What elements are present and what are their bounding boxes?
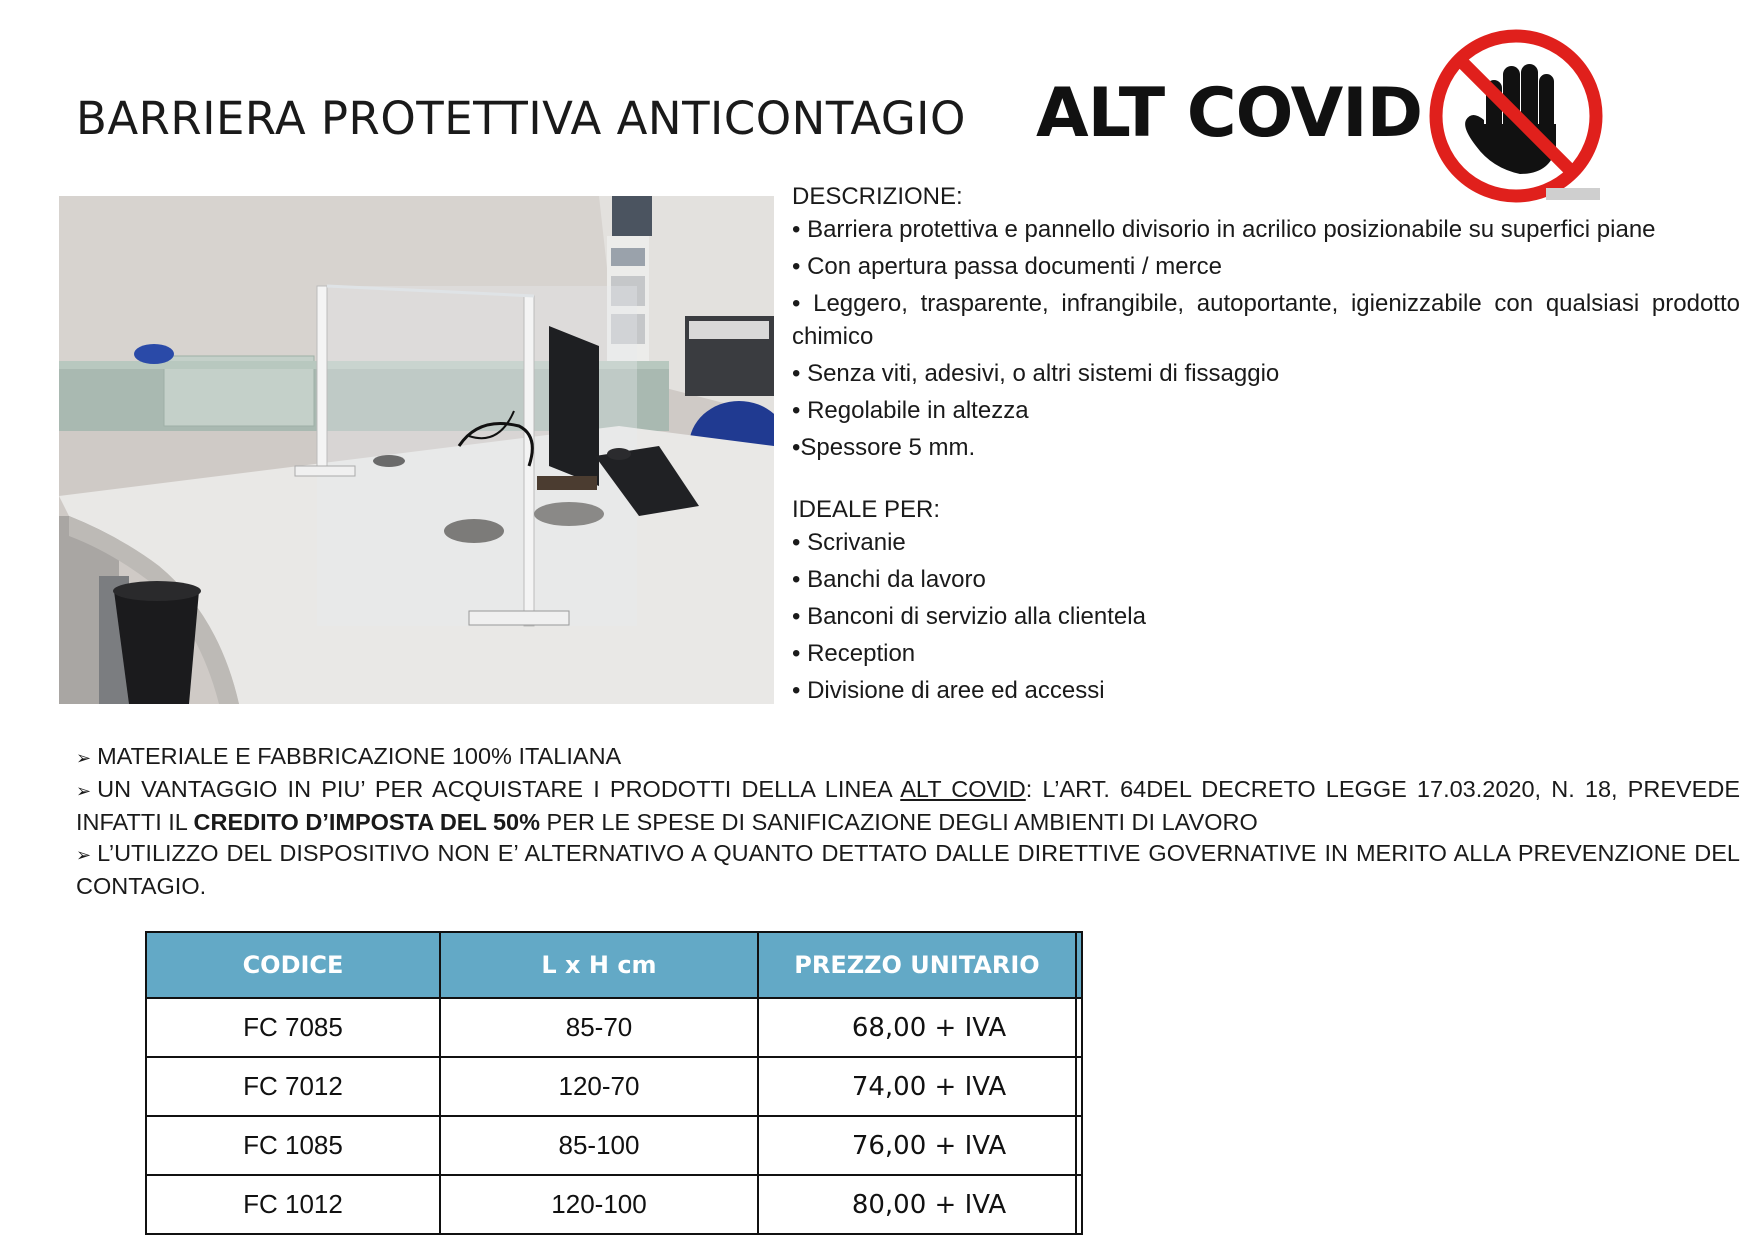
notes-section [76, 741, 1740, 902]
arrow-icon: ➢ [76, 781, 92, 801]
code-cell: FC 7012 [146, 1057, 440, 1116]
size-cell: 120-100 [440, 1175, 758, 1234]
price-cell: 74,00 + IVA [758, 1057, 1076, 1116]
ideal-item: • Banchi da lavoro [792, 566, 986, 593]
ideal-item: • Scrivanie [792, 529, 906, 556]
price-table [145, 931, 1083, 1235]
page-title: BARRIERA PROTETTIVA ANTICONTAGIO [76, 92, 966, 145]
column-header: CODICE [146, 932, 440, 998]
description-section [792, 180, 1740, 711]
price-cell: 76,00 + IVA [758, 1116, 1076, 1175]
table-row [146, 998, 1082, 1057]
code-cell: FC 7085 [146, 998, 440, 1057]
code-cell: FC 1085 [146, 1116, 440, 1175]
ideal-title: IDEALE PER: [792, 496, 941, 523]
product-photo [59, 196, 774, 704]
description-item: • Con apertura passa documenti / merce [792, 253, 1222, 280]
price-cell: 80,00 + IVA [758, 1175, 1076, 1234]
description-item: • Leggero, trasparente, infrangibile, autoportante, igienizzabile con qualsiasi prodotto chimico [792, 290, 1740, 350]
ideal-item: • Divisione di aree ed accessi [792, 677, 1105, 704]
size-cell: 85-100 [440, 1116, 758, 1175]
tax-credit-text: CREDITO D’IMPOSTA DEL 50% [193, 809, 540, 835]
description-item: • Barriera protettiva e pannello divisorio in acrilico posizionabile su superfici piane [792, 216, 1656, 243]
column-header: PREZZO UNITARIO [758, 932, 1076, 998]
note-item: ➢ L’UTILIZZO DEL DISPOSITIVO NON E’ ALTERNATIVO A QUANTO DETTATO DALLE DIRETTIVE GOVERNATIVE IN MERITO ALLA PREVENZIONE DEL CONTAGIO. [76, 840, 1740, 899]
price-cell: 68,00 + IVA [758, 998, 1076, 1057]
table-edge [1076, 932, 1082, 998]
alt-covid-link: ALT COVID [900, 776, 1026, 802]
code-cell: FC 1012 [146, 1175, 440, 1234]
arrow-icon: ➢ [76, 748, 92, 768]
brand-name: ALT COVID [1036, 74, 1423, 153]
table-header-row [146, 932, 1082, 998]
stop-hand-icon [1428, 28, 1604, 204]
table-row [146, 1175, 1082, 1234]
table-row [146, 1057, 1082, 1116]
ideal-item: • Banconi di servizio alla clientela [792, 603, 1146, 630]
note-item: ➢ MATERIALE E FABBRICAZIONE 100% ITALIANA [76, 743, 622, 769]
description-item: • Senza viti, adesivi, o altri sistemi di fissaggio [792, 360, 1280, 387]
table-row [146, 1116, 1082, 1175]
size-cell: 120-70 [440, 1057, 758, 1116]
arrow-icon: ➢ [76, 845, 92, 865]
description-item: •Spessore 5 mm. [792, 434, 976, 461]
column-header: L x H cm [440, 932, 758, 998]
size-cell: 85-70 [440, 998, 758, 1057]
ideal-item: • Reception [792, 640, 916, 667]
description-item: • Regolabile in altezza [792, 397, 1029, 424]
description-title: DESCRIZIONE: [792, 183, 963, 210]
note-item: ➢ UN VANTAGGIO IN PIU’ PER ACQUISTARE I PRODOTTI DELLA LINEA ALT COVID: L’ART. 64DEL DECRETO LEGGE 17.03.2020, N. 18, PREVEDE INFATTI IL CREDITO D’IMPOSTA DEL 50% PER LE SPESE DI SANIFICAZIONE DEGLI AMBIENTI DI LAVORO [76, 776, 1741, 835]
